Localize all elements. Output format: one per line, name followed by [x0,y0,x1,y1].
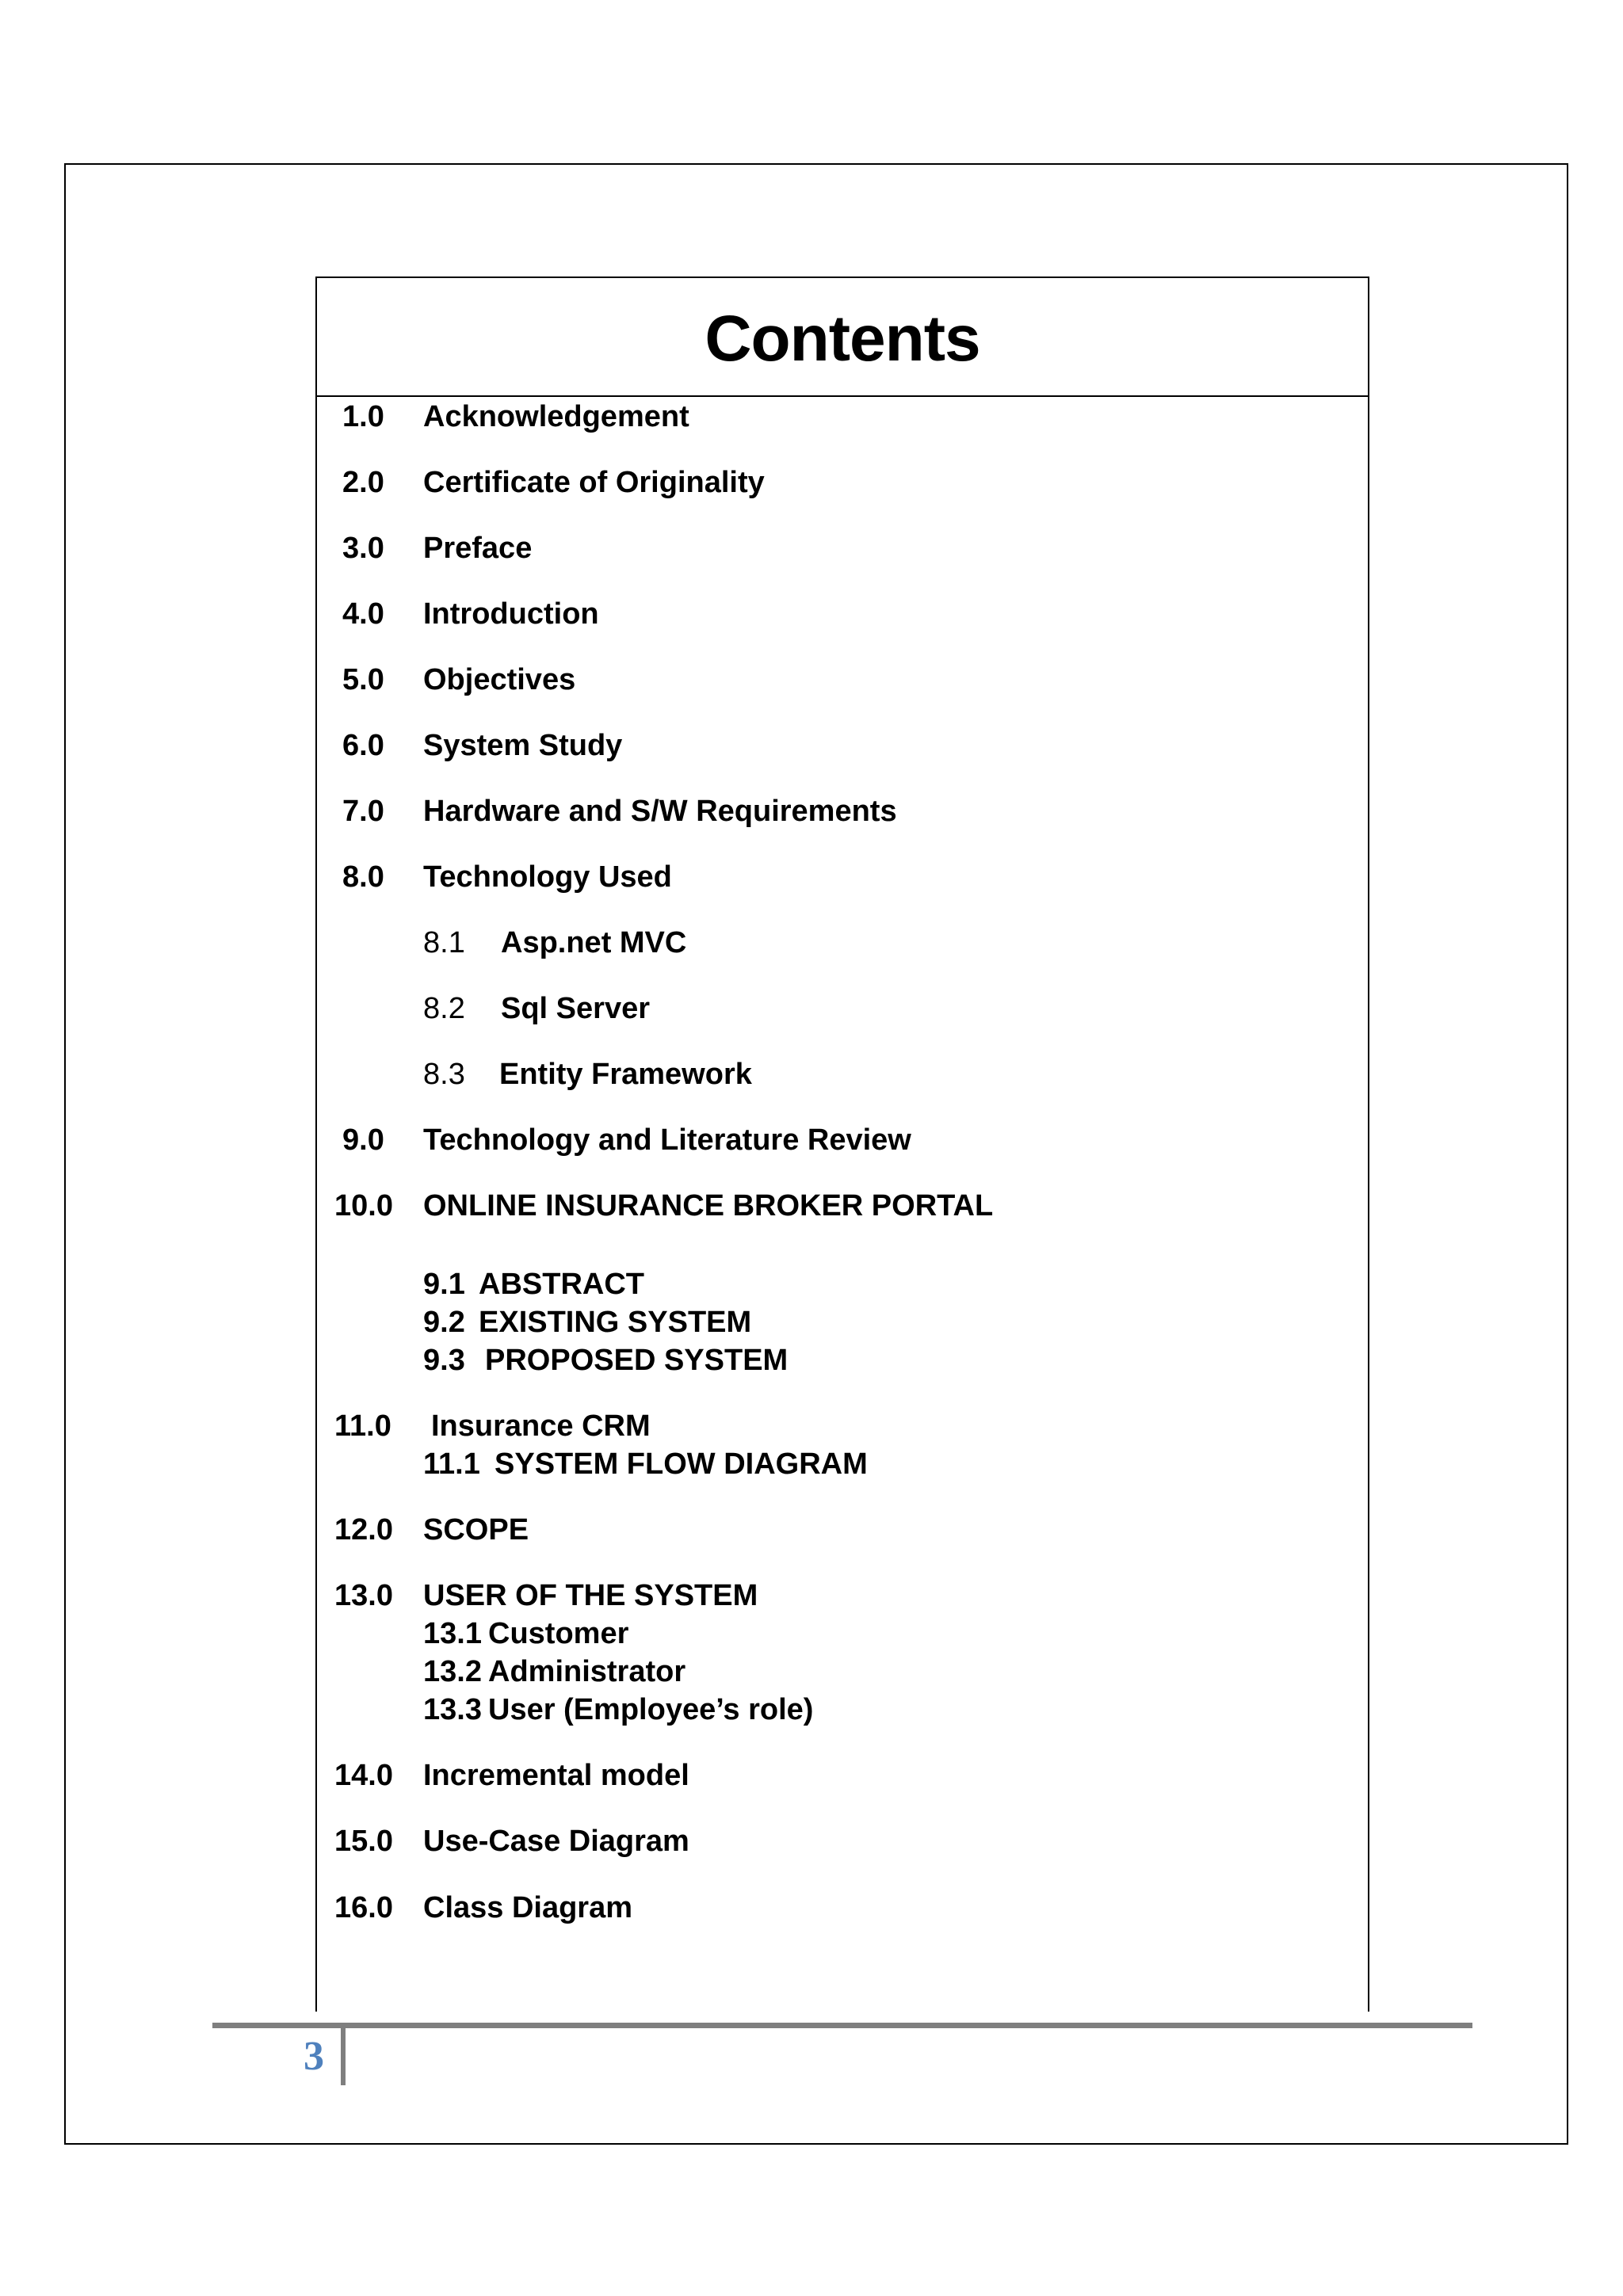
page-number-divider [341,2028,346,2085]
toc-entry-label: Administrator [488,1655,686,1688]
toc-entry-number: 9.0 [342,1123,384,1157]
toc-entry-label: System Study [423,729,623,762]
toc-entry-label: User (Employee’s role) [488,1693,814,1726]
toc-entry-number: 9.3 [423,1344,465,1377]
toc-entry-number: 9.1 [423,1268,465,1301]
toc-entry-label: Technology and Literature Review [423,1123,911,1157]
toc-entry-label: Entity Framework [499,1058,752,1091]
toc-entry-number: 11.1 [423,1447,480,1481]
toc-entry-number: 15.0 [334,1825,393,1858]
toc-entry-label: PROPOSED SYSTEM [485,1344,789,1377]
toc-entry-number: 14.0 [334,1759,393,1792]
toc-entry-number: 16.0 [334,1891,393,1924]
footer-rule [212,2023,1472,2028]
toc-entry-number: 3.0 [342,532,384,565]
toc-entry-number: 12.0 [334,1513,393,1547]
toc-entry-label: USER OF THE SYSTEM [423,1579,758,1612]
toc-entry-number: 2.0 [342,466,384,499]
toc-entry-number: 6.0 [342,729,384,762]
toc-entry-label: ONLINE INSURANCE BROKER PORTAL [423,1189,994,1222]
toc-entry-number: 9.2 [423,1306,465,1339]
toc-entry-number: 7.0 [342,795,384,828]
toc-entry-label: Customer [488,1617,629,1650]
toc-entry-label: Preface [423,532,533,565]
toc-entry-number: 8.1 [423,926,465,959]
toc-entry-label: Use-Case Diagram [423,1825,689,1858]
toc-entry-label: Insurance CRM [431,1409,651,1443]
toc-entry-number: 8.3 [423,1058,465,1091]
toc-entry-number: 11.0 [334,1409,391,1443]
toc-entry-number: 8.2 [423,992,465,1025]
toc-entry-number: 13.1 [423,1617,482,1650]
toc-entry-label: Incremental model [423,1759,689,1792]
toc-entry-label: Objectives [423,663,576,696]
toc-entry-label: Certificate of Originality [423,466,765,499]
toc-entry-number: 10.0 [334,1189,393,1222]
toc-entry-number: 8.0 [342,860,384,894]
toc-entry-label: Technology Used [423,860,672,894]
title-row [317,278,1368,397]
toc-entry-label: Acknowledgement [423,400,689,433]
page-title: Contents [705,303,980,375]
toc-entry-number: 4.0 [342,597,384,631]
toc-entry-label: Introduction [423,597,599,631]
toc-entry-number: 5.0 [342,663,384,696]
toc-entry-label: SYSTEM FLOW DIAGRAM [495,1447,868,1481]
page-number: 3 [304,2034,324,2079]
toc-entry-number: 13.2 [423,1655,482,1688]
toc-entry-number: 1.0 [342,400,384,433]
toc-entry-label: Asp.net MVC [501,926,687,959]
toc-entry-label: SCOPE [423,1513,529,1547]
toc-entry-label: ABSTRACT [479,1268,644,1301]
toc-entry-number: 13.3 [423,1693,482,1726]
toc-entry-number: 13.0 [334,1579,393,1612]
toc-entry-label: EXISTING SYSTEM [479,1306,752,1339]
toc-entry-label: Sql Server [501,992,650,1025]
toc-entry-label: Hardware and S/W Requirements [423,795,897,828]
toc-entry-label: Class Diagram [423,1891,633,1924]
